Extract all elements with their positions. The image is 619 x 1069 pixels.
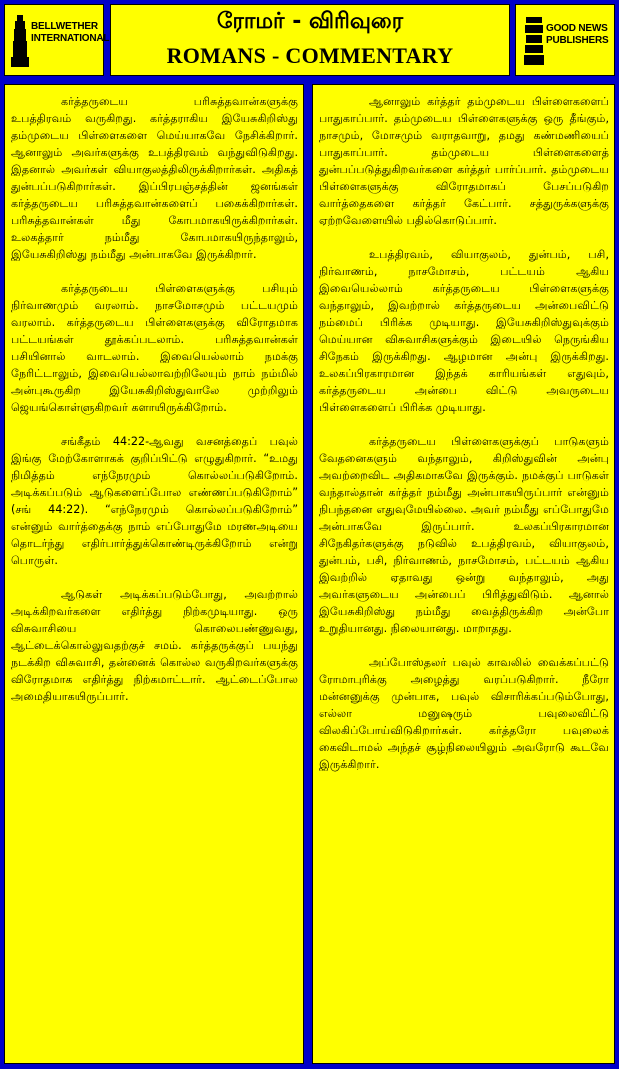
right-column xyxy=(312,84,615,1064)
left-column xyxy=(4,84,304,1064)
book-stack-icon xyxy=(524,17,544,65)
paragraph: ஆடுகள் அடிக்கப்படும்போது, அவற்றால் அடிக்கிறவர்களை எதிர்த்து நிற்கமுடியாது. ஒரு விசுவாசியை கொலைபண்ணுவது, ஆட்டைக்கொல்லுவதற்குச் சமம். கர்த்தருக்குப் பயந்து நடக்கிற விசுவாசி, தன்னைக் கொல்ல வருகிறவர்களுக்கு விரோதமாக எதிர்த்து நிற்கமாட்டார். ஆட்டைப்போல அமைதியாகயிருப்பார். xyxy=(11,588,298,703)
good-news-publishers-logo xyxy=(515,4,615,76)
bell-tower-icon xyxy=(11,15,29,67)
paragraph: கர்த்தருடைய பரிசுத்தவான்களுக்கு உபத்திரவம் வருகிறது. கர்த்தராகிய இயேசுகிறிஸ்து தம்முடைய பிள்ளைகளை மெய்யாகவே நேசிக்கிறார். ஆனாலும் அவர்களுக்கு உபத்திரவம் வந்துவிடுகிறது. இதனால் அவர்கள் வியாகுலத்திலிருக்கிறார்கள். அதிகத் துன்பப்படுகிறார்கள். இப்பிரபஞ்சத்தின் ஜனங்கள் கர்த்தருடைய பரிசுத்தவான்களைப் பகைக்கிறார்கள். பரிசுத்தவான்கள் மீது கோபமாகயிருக்கிறார்கள். உலகத்தார் நம்மீது கோபமாகயிருந்தாலும், இயேசுகிறிஸ்து நம்மீது அன்பாகவே இருக்கிறார். xyxy=(11,95,298,261)
bellwether-logo xyxy=(4,4,110,76)
good-news-logo-text: GOOD NEWS PUBLISHERS xyxy=(546,23,609,46)
bellwether-logo-text: BELLWETHER INTERNATIONAL xyxy=(31,21,110,44)
title-banner xyxy=(110,4,510,76)
page-title-tamil: ரோமர் - விரிவுரை xyxy=(216,9,404,34)
page-title-english: ROMANS - COMMENTARY xyxy=(166,43,454,68)
paragraph: ஆனாலும் கர்த்தர் தம்முடைய பிள்ளைகளைப் பாதுகாப்பார். தம்முடைய பிள்ளைகளுக்கு ஒரு தீங்கும், நாசமும், மோசமும் வராதவாறு, தமது கண்மணியைப் பாதுகாப்பார். தம்முடைய பிள்ளைகளைத் துன்பப்படுத்துகிறவர்களை கர்த்தர் பார்ப்பார். தம்முடைய பிள்ளைகளுக்கு விரோதமாகப் பேசப்படுகிற வார்த்தைகளை கர்த்தர் கேட்பார். சத்துருக்களுக்கு ஏற்றவேளையில் பதில்கொடுப்பார். xyxy=(319,95,609,227)
paragraph: உபத்திரவம், வியாகுலம், துன்பம், பசி, நிர்வாணம், நாசமோசம், பட்டயம் ஆகிய இவையெல்லாம் கர்த்தருடைய பிள்ளைகளுக்கு வந்தாலும், இவற்றால் கர்த்தருடைய அன்பைவிட்டு நம்மைப் பிரிக்க முடியாது. இயேசுகிறிஸ்துவுக்கும் மெய்யான விசுவாசிகளுக்கும் இடையில் நெருங்கிய சிநேகம் இருக்கிறது. ஆழமான அன்பு இருக்கிறது. உலகப்பிரகாரமான இந்தக் காரியங்கள் எதுவும், கர்த்தருடைய அன்பை விட்டு அவருடைய பிள்ளைகளைப் பிரிக்க முடியாது. xyxy=(319,248,609,414)
paragraph: கர்த்தருடைய பிள்ளைகளுக்குப் பாடுகளும் வேதனைகளும் வந்தாலும், கிறிஸ்துவின் அன்பு அவற்றைவிட அதிகமாகவே இருக்கும். நமக்குப் பாடுகள் வந்தால்தான் கர்த்தர் நம்மீது அன்பாகயிருப்பார் என்னும் நிபந்தனை எதுவுமேயில்லை. அவர் நம்மீது எப்போதுமே அன்பாகவே இருப்பார். உலகப்பிரகாரமான சிநேகிதர்களுக்கு நடுவில் உபத்திரவம், வியாகுலம், துன்பம், பசி, நிர்வாணம், நாசமோசம், பட்டயம் ஆகிய இவற்றில் ஏதாவது ஒன்று வந்தாலும், அது அவர்களுடைய அன்பைப் பிரித்துவிடும். ஆனால் இயேசுகிறிஸ்து நம்மீது வைத்திருக்கிற அன்போ உறுதியானது. நிலையானது. மாறாதது. xyxy=(319,435,609,635)
header xyxy=(0,0,619,80)
paragraph: அப்போஸ்தலர் பவுல் காவலில் வைக்கப்பட்டு ரோமாபுரிக்கு அழைத்து வரப்படுகிறார். நீரோ மன்னனுக்கு முன்பாக, பவுல் விசாரிக்கப்படும்போது, எல்லா மனுஷரும் பவுலைவிட்டு விலகிப்போய்விடுகிறார்கள். கர்த்தரோ பவுலைக் கைவிடாமல் அந்தச் சூழ்நிலையிலும் அவரோடு கூடவே இருக்கிறார். xyxy=(319,656,609,771)
paragraph: கர்த்தருடைய பிள்ளைகளுக்கு பசியும் நிர்வாணமும் வரலாம். நாசமோசமும் பட்டயமும் வரலாம். கர்த்தருடைய பிள்ளைகளுக்கு விரோதமாக பட்டயங்கள் தூக்கப்படலாம். பரிசுத்தவான்கள் பசியினால் வாடலாம். இவையெல்லாம் நமக்கு நேரிட்டாலும், இவையெல்லாவற்றிலேயும் நாம் நம்மில் அன்புகூருகிற இயேசுகிறிஸ்துவாலே முற்றிலும் ஜெயங்கொள்ளுகிறவர் களாயிருக்கிறோம். xyxy=(11,282,298,414)
paragraph: சங்கீதம் 44:22-ஆவது வசனத்தைப் பவுல் இங்கு மேற்கோளாகக் குறிப்பிட்டு எழுதுகிறார். “உமது நிமித்தம் எந்நேரமும் கொல்லப்படுகிறோம். அடிக்கப்படும் ஆடுகளைப்போல எண்ணப்படுகிறோம்” (சங் 44:22). “எந்நேரமும் கொல்லப்படுகிறோம்” என்னும் வார்த்தைக்கு நாம் எப்போதுமே மரணஅடியை தொடர்ந்து எதிர்பார்த்துக்கொண்டிருக்கிறோம் என்று பொருள். xyxy=(11,435,298,567)
